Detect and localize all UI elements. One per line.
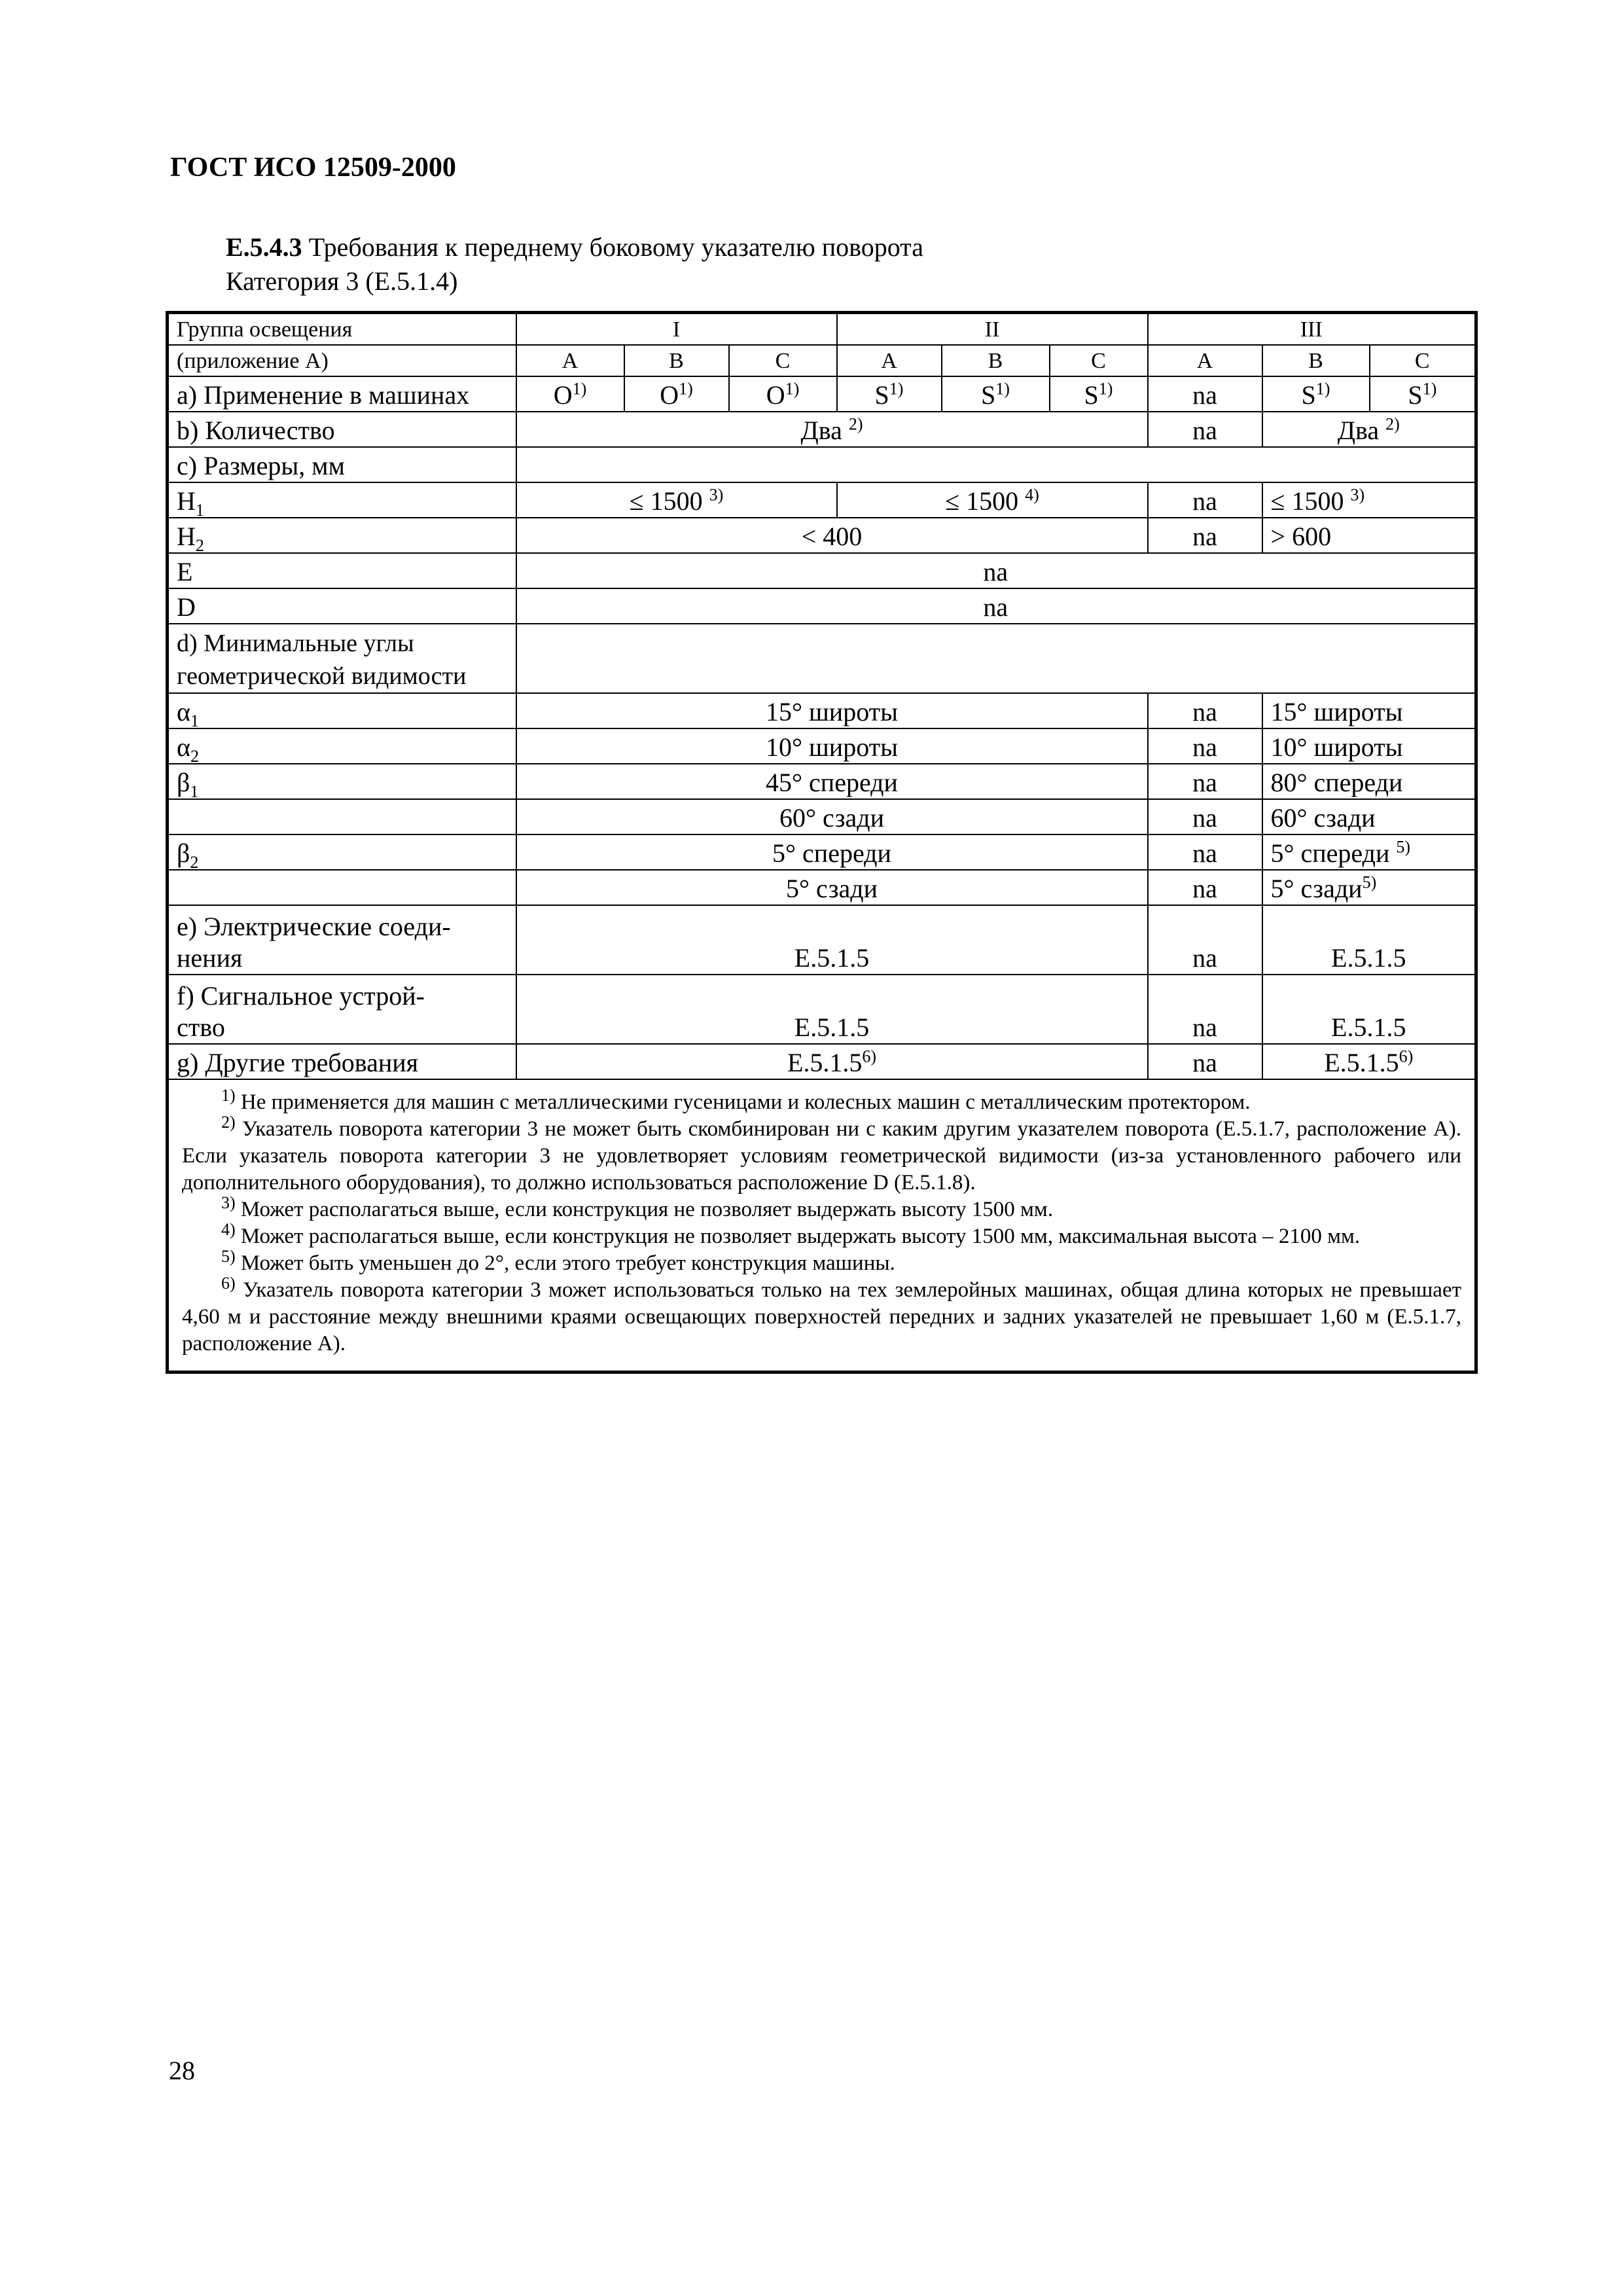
row-label: e) Электрические соеди- нения: [168, 905, 516, 975]
value-cell: Два $^{2)}$: [1262, 412, 1476, 447]
subgroup-cell: B: [942, 345, 1050, 376]
section-number: E.5.4.3: [226, 232, 302, 262]
row-label: g) Другие требования: [168, 1044, 516, 1079]
value-cell: $O^{1)}$: [516, 376, 624, 412]
row-label-empty: [168, 799, 516, 834]
value-cell: E.5.1.5$^{6)}$: [516, 1044, 1148, 1079]
value-cell: E.5.1.5: [516, 975, 1148, 1044]
row-label: $\alpha_2$: [168, 728, 516, 764]
row-label: $\beta_1$: [168, 764, 516, 799]
subgroup-cell: A: [1148, 345, 1262, 376]
row-alpha2: [168, 728, 1476, 764]
row-h2: [168, 518, 1476, 553]
footnote: $^{3)}$ Может располагаться выше, если конструкция не позволяет выдержать высоту 1500 мм.: [221, 1193, 1054, 1221]
row-label: E: [168, 553, 516, 588]
row-label: $H_2$: [168, 518, 516, 553]
row-e: [168, 553, 1476, 588]
value-cell: 10° широты: [1262, 728, 1476, 764]
row-label: b) Количество: [168, 412, 516, 447]
footnote: $^{4)}$ Может располагаться выше, если конструкция не позволяет выдержать высоту 1500 мм, максимальная высота – 2100 мм.: [221, 1220, 1361, 1248]
value-cell: 5° спереди: [516, 834, 1148, 870]
row-alpha1: [168, 693, 1476, 728]
value-cell: 15° широты: [516, 693, 1148, 728]
value-cell: < 400: [516, 518, 1148, 553]
subgroup-cell: C: [1370, 345, 1476, 376]
row-sizes: [168, 447, 1476, 482]
group-II: II: [837, 313, 1148, 346]
value-cell: 10° широты: [516, 728, 1148, 764]
value-cell: 5° спереди $^{5)}$: [1262, 834, 1476, 870]
value-cell: ≤ 1500 $^{4)}$: [837, 482, 1148, 518]
value-cell: na: [1148, 482, 1262, 518]
value-cell: na: [1148, 975, 1262, 1044]
value-cell: 60° сзади: [1262, 799, 1476, 834]
subgroup-cell: A: [516, 345, 624, 376]
value-cell: $S^{1)}$: [1262, 376, 1370, 412]
value-cell: $S^{1)}$: [1370, 376, 1476, 412]
table-header-row: [168, 313, 1476, 346]
value-cell: na: [1148, 1044, 1262, 1079]
value-cell: na: [1148, 412, 1262, 447]
footnote: $^{5)}$ Может быть уменьшен до 2°, если этого требует конструкция машины.: [221, 1247, 895, 1275]
value-cell: na: [1148, 870, 1262, 905]
value-cell: $S^{1)}$: [837, 376, 942, 412]
row-h1: [168, 482, 1476, 518]
value-cell: ≤ 1500 $^{3)}$: [516, 482, 837, 518]
value-cell: $S^{1)}$: [1050, 376, 1148, 412]
value-cell: 80° спереди: [1262, 764, 1476, 799]
row-d: [168, 588, 1476, 624]
value-cell: > 600: [1262, 518, 1476, 553]
document-header: ГОСТ ИСО 12509-2000: [170, 152, 456, 183]
value-cell: 5° сзади$^{5)}$: [1262, 870, 1476, 905]
empty-cell: [516, 447, 1476, 482]
value-cell: E.5.1.5$^{6)}$: [1262, 1044, 1476, 1079]
value-cell: 60° сзади: [516, 799, 1148, 834]
table-subheader-row: [168, 345, 1476, 376]
row-label: $\beta_2$: [168, 834, 516, 870]
row-label: a) Применение в машинах: [168, 376, 516, 412]
value-cell: na: [1148, 728, 1262, 764]
row-label: f) Сигнальное устрой- ство: [168, 975, 516, 1044]
value-cell: $O^{1)}$: [624, 376, 729, 412]
value-cell: na: [1148, 518, 1262, 553]
subgroup-cell: B: [624, 345, 729, 376]
value-cell: na: [516, 553, 1476, 588]
value-cell: 45° спереди: [516, 764, 1148, 799]
value-cell: na: [516, 588, 1476, 624]
value-cell: E.5.1.5: [516, 905, 1148, 975]
subgroup-cell: B: [1262, 345, 1370, 376]
subgroup-cell: C: [729, 345, 837, 376]
row-label: D: [168, 588, 516, 624]
value-cell: na: [1148, 834, 1262, 870]
group-III: III: [1148, 313, 1476, 346]
section-category: Категория 3 (E.5.1.4): [226, 266, 458, 296]
empty-cell: [516, 624, 1476, 693]
value-cell: 5° сзади: [516, 870, 1148, 905]
value-cell: na: [1148, 693, 1262, 728]
section-title: [226, 230, 923, 298]
value-cell: na: [1148, 764, 1262, 799]
value-cell: Два $^{2)}$: [516, 412, 1148, 447]
subgroup-cell: C: [1050, 345, 1148, 376]
row-quantity: [168, 412, 1476, 447]
group-label-cell-2: (приложение А): [168, 345, 516, 376]
row-beta2-back: [168, 870, 1476, 905]
subgroup-cell: A: [837, 345, 942, 376]
row-angles: [168, 624, 1476, 693]
footnotes: [168, 1079, 1476, 1372]
row-beta2-front: [168, 834, 1476, 870]
footnote: $^{6)}$ Указатель поворота категории 3 может использоваться только на тех землеройных машинах, общая длина которых не превышает 4,60 м и расстояние между внешними краями освещающих поверхностей передних и задних указателей не превышает 1,60 м (E.5.1.7, расположение А).: [182, 1274, 1462, 1355]
value-cell: na: [1148, 376, 1262, 412]
value-cell: E.5.1.5: [1262, 905, 1476, 975]
value-cell: ≤ 1500 $^{3)}$: [1262, 482, 1476, 518]
value-cell: 15° широты: [1262, 693, 1476, 728]
row-electrical: [168, 905, 1476, 975]
requirements-table: [166, 311, 1478, 1374]
footnote: $^{1)}$ Не применяется для машин с металлическими гусеницами и колесных машин с металлическим протектором.: [221, 1086, 1251, 1114]
row-other: [168, 1044, 1476, 1079]
value-cell: E.5.1.5: [1262, 975, 1476, 1044]
row-beta1-front: [168, 764, 1476, 799]
row-label-empty: [168, 870, 516, 905]
row-application: [168, 376, 1476, 412]
group-I: I: [516, 313, 837, 346]
section-title-text: Требования к переднему боковому указателю поворота: [302, 232, 923, 262]
notes-row: [168, 1079, 1476, 1372]
value-cell: na: [1148, 905, 1262, 975]
value-cell: $O^{1)}$: [729, 376, 837, 412]
row-beta1-back: [168, 799, 1476, 834]
footnote: $^{2)}$ Указатель поворота категории 3 не может быть скомбинирован ни с каким другим указателем поворота (E.5.1.7, расположение А). Если указатель поворота категории 3 не удовлетворяет условиям геометрической видимости (из-за установленного рабочего или дополнительного оборудования), то должно использоваться расположение D (E.5.1.8).: [182, 1113, 1462, 1194]
group-label-cell: Группа освещения: [168, 313, 516, 346]
row-label: $\alpha_1$: [168, 693, 516, 728]
row-signal: [168, 975, 1476, 1044]
row-label: c) Размеры, мм: [168, 447, 516, 482]
row-label: $H_1$: [168, 482, 516, 518]
value-cell: $S^{1)}$: [942, 376, 1050, 412]
page-number: 28: [169, 2056, 195, 2085]
row-label: d) Минимальные углы геометрической видимости: [168, 624, 516, 693]
value-cell: na: [1148, 799, 1262, 834]
